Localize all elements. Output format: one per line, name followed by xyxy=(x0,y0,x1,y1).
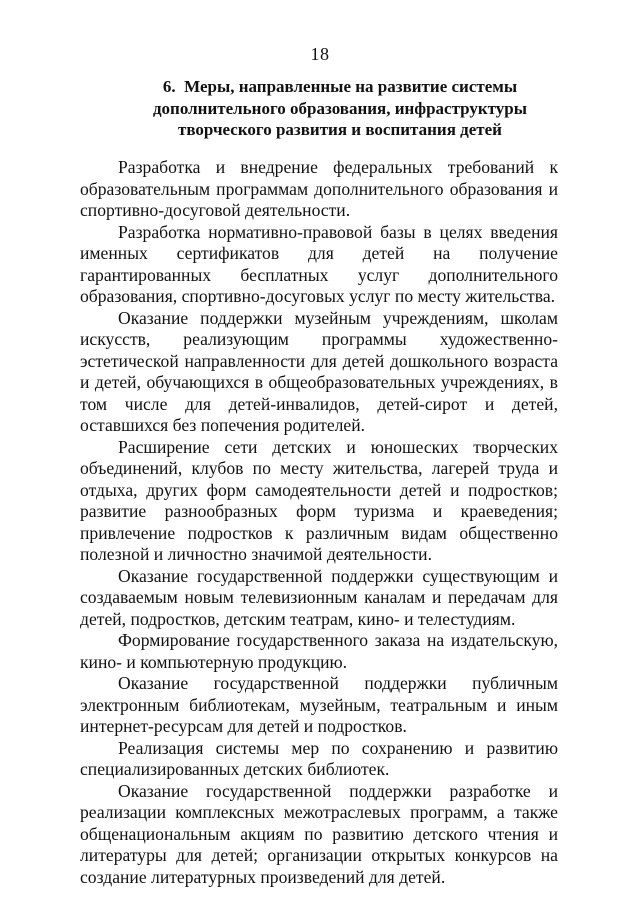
section-heading-line: творческого развития и воспитания детей xyxy=(178,120,502,139)
paragraph-reading-programs: Оказание государственной поддержки разработке и реализации комплексных межотраслевых программ, а также общенациональным акциям по развитию детского чтения и литературы для детей; организации открытых конкурсов на создание литературных произведений для детей. xyxy=(80,780,558,887)
paragraph-children-libraries: Реализация системы мер по сохранению и развитию специализированных детских библиотек. xyxy=(80,737,558,779)
paragraph-state-order: Формирование государственного заказа на издательскую, кино- и компьютерную продукцию. xyxy=(80,630,558,672)
section-heading xyxy=(140,76,540,141)
paragraph-creative-associations: Расширение сети детских и юношеских творческих объединений, клубов по месту жительства, лагерей труда и отдыха, других форм самодеятельности детей и подростков; развитие разнообразных форм туризма и краеведения; привлечение подростков к различным видам общественно полезной и личностно значимой деятельности. xyxy=(80,436,558,564)
page-number: 18 xyxy=(310,44,330,64)
section-heading-line: дополнительного образования, инфраструктуры xyxy=(152,98,528,118)
document-body xyxy=(80,157,558,888)
paragraph-certificates: Разработка нормативно-правовой базы в целях введения именных сертификатов для детей на получение гарантированных бесплатных услуг дополнительного образования, спортивно-досуговых услуг по месту жительства. xyxy=(80,221,558,306)
paragraph-tv-support: Оказание государственной поддержки существующим и создаваемым новым телевизионным каналам и передачам для детей, подростков, детским театрам, кино- и телестудиям. xyxy=(80,565,558,629)
paragraph-federal-requirements: Разработка и внедрение федеральных требований к образовательным программам дополнительного образования и спортивно-досуговой деятельности. xyxy=(80,157,558,220)
paragraph-museums-support: Оказание поддержки музейным учреждениям, школам искусств, реализующим программы художественно-эстетической направленности для детей дошкольного возраста и детей, обучающихся в общеобразовательных учреждениях, в том числе для детей-инвалидов, детей-сирот и детей, оставшихся без попечения родителей. xyxy=(80,307,558,435)
section-heading-line: 6. Меры, направленные на развитие системы xyxy=(162,77,518,96)
paragraph-e-libraries: Оказание государственной поддержки публичным электронным библиотекам, музейным, театральным и иным интернет-ресурсам для детей и подростков. xyxy=(80,673,558,736)
